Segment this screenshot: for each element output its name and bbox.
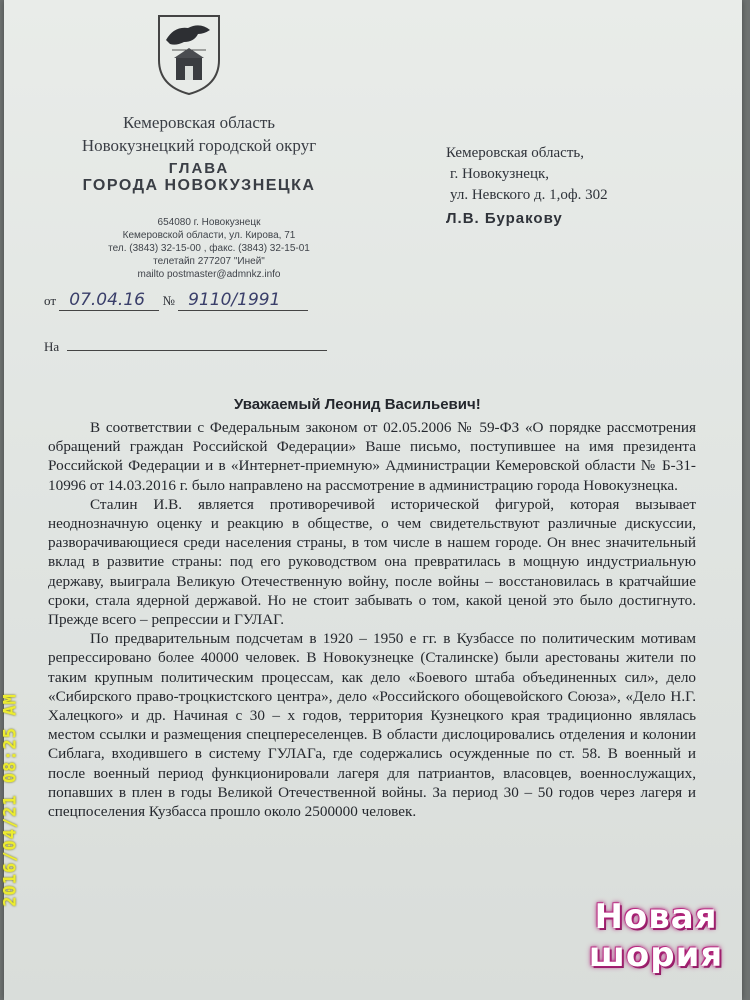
paragraph: По предварительным подсчетам в 1920 – 1950 е гг. в Кузбассе по политическим мотивам репрессировано более 40000 человек. В Новокузнецке (Сталинске) были арестованы жители по таким крупным политическим процессам, как дело «Боевого штаба объединенных сил», дело «Сибирского право-троцкистского центра», дело «Российского обощевойского Союза», «Дело Н.Г. Халецкого» и др. Начиная с 30 – х годов, территория Кузнецкого края традиционно являлась местом ссылки и размещения спецпереселенцев. В области дислоцировались отделения и колонии Сиблага, входившего в систему ГУЛАГа, где содержались осужденные по ст. 58. В военный и после военный период функционировали лагеря для патриантов, власовцев, военнослужащих, попавших в плен в годы Великой Отечественной войны. За период 30 – 50 годов через лагеря и спецпоселения Кузбасса прошло около 2500000 человек.	[48, 630, 696, 821]
greeting: Уважаемый Леонид Васильевич!	[234, 396, 481, 413]
sender-header	[34, 112, 364, 195]
letter-body	[48, 418, 696, 821]
sender-email: mailto postmaster@admnkz.info	[137, 269, 281, 280]
recipient-line3: ул. Невского д. 1,оф. 302	[450, 187, 608, 203]
sender-postal: 654080 г. Новокузнецк	[157, 217, 261, 228]
number-label: №	[162, 293, 175, 308]
letter-number: 9110/1991	[188, 290, 281, 310]
city-coat-of-arms-icon	[154, 12, 224, 96]
from-label: от	[44, 293, 57, 308]
to-label: На	[44, 339, 60, 354]
paragraph: В соответствии с Федеральным законом от 02.05.2006 № 59-ФЗ «О порядке рассмотрения обращений граждан Российской Федерации» Ваше письмо, поступившее на имя президента Российской Федерации и в «Интернет-приемную» Администрации Кемеровской области № Б-31-10996 от 14.03.2016 г. было направлено на рассмотрение в администрацию города Новокузнецка.	[48, 419, 696, 494]
logo-line1: Новая	[594, 897, 718, 937]
reference-line	[44, 290, 308, 311]
reply-to-line	[44, 338, 327, 355]
logo-line2: шория	[588, 935, 724, 975]
recipient-line1: Кемеровская область,	[446, 145, 584, 161]
sender-teletype: телетайп 277207 "Иней"	[153, 256, 265, 267]
sender-region: Кемеровская область	[122, 113, 276, 132]
sender-street: Кемеровской области, ул. Кирова, 71	[122, 230, 296, 241]
sender-phone: тел. (3843) 32-15-00 , факс. (3843) 32-15-01	[108, 243, 310, 254]
recipient-block	[446, 143, 608, 229]
watermark-logo	[568, 898, 744, 974]
photo-timestamp: 2016/04/21 08:25 AM	[0, 693, 21, 907]
sender-title: ГЛАВА	[168, 160, 230, 177]
recipient-name: Л.В. Буракову	[446, 210, 563, 227]
sender-district: Новокузнецкий городской округ	[81, 136, 317, 155]
recipient-line2: г. Новокузнецк,	[450, 166, 550, 182]
letter-page	[4, 0, 742, 1000]
letter-date: 07.04.16	[69, 290, 145, 310]
paragraph: Сталин И.В. является противоречивой исторической фигурой, которая вызывает неоднозначную оценку и реакцию в обществе, о чем свидетельствуют различные дискуссии, разворачивающиеся среди населения страны, в том числе в нашем городе. Он внес значительный вклад в развитие страны: под его руководством она превратилась в мощную индустриальную державу, выиграла Великую Отечественную войну, после войны – восстановилась в кратчайшие сроки, стала ядерной державой. Но не стоит забывать о том, какой ценой это было достигнуто. Прежде всего – репрессии и ГУЛАГ.	[48, 495, 696, 629]
sender-city: ГОРОДА НОВОКУЗНЕЦКА	[82, 177, 316, 194]
sender-contacts	[64, 216, 354, 281]
